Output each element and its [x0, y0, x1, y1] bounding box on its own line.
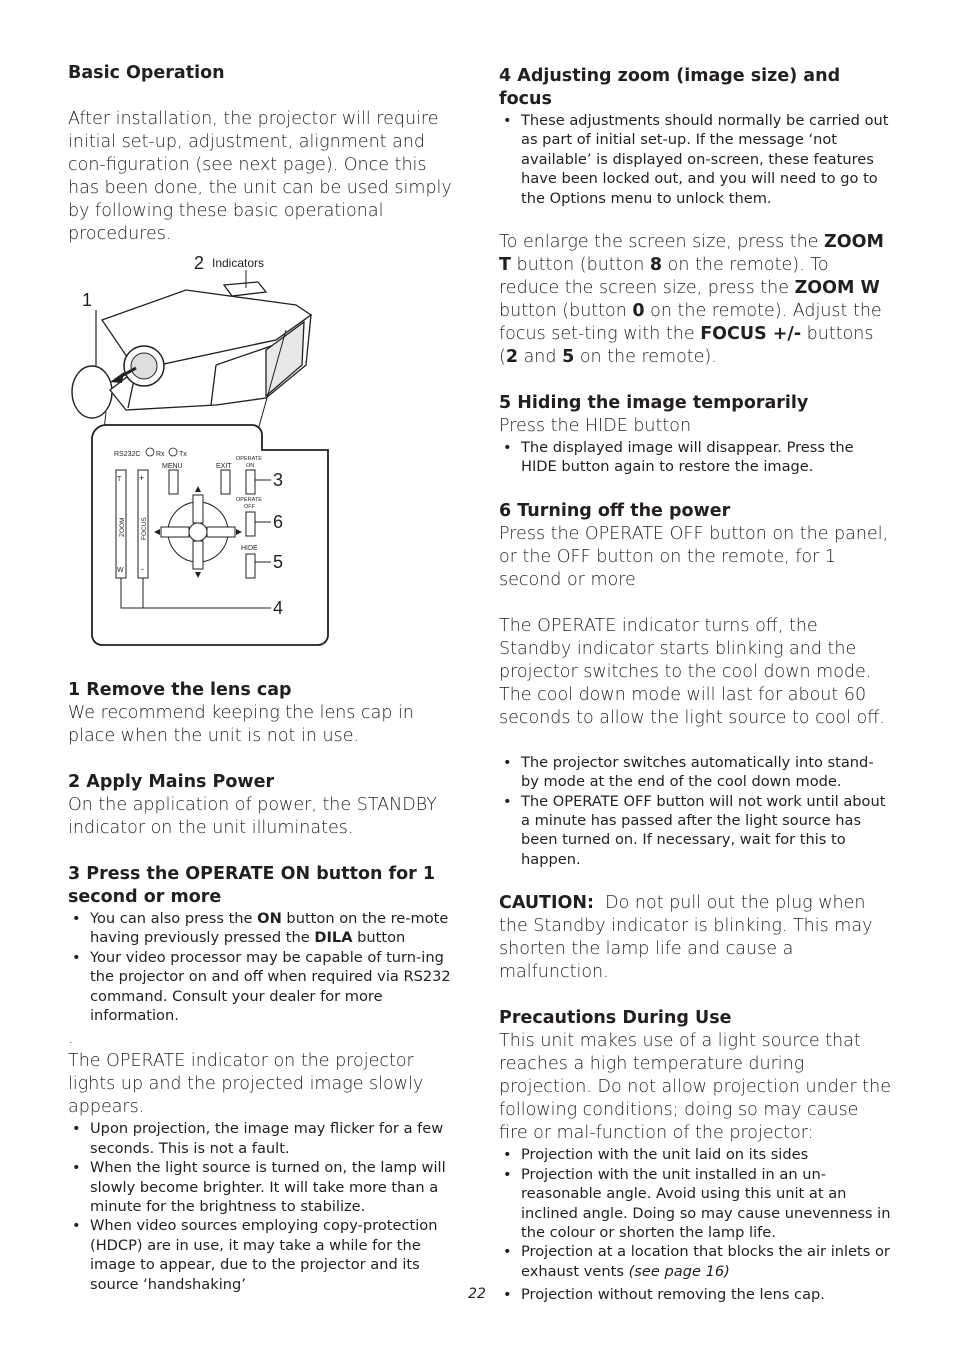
step6-heading: 6 Turning off the power — [499, 500, 731, 521]
step4-text — [499, 231, 891, 369]
zoom-w-label: W — [117, 567, 124, 574]
text-run: To enlarge the screen size, press the — [499, 232, 824, 253]
focus-plus-label: + — [139, 473, 145, 483]
button-5-keyword: 5 — [562, 347, 575, 368]
callout-4: 4 — [273, 598, 284, 618]
step5-heading: 5 Hiding the image temporarily — [499, 393, 809, 414]
left-steps — [68, 679, 458, 1294]
list-item: • Upon projection, the image may flicker for a few seconds. This is not a fault. — [68, 1119, 458, 1158]
step5-bullets — [499, 438, 891, 477]
focus-label: FOCUS — [141, 517, 148, 540]
page-reference: (see page 16) — [628, 1262, 730, 1280]
exit-label: EXIT — [216, 463, 232, 470]
operate-on-label: OPERATE — [236, 456, 262, 462]
list-item: • Projection without removing the lens cap. — [499, 1285, 891, 1304]
projector-figure — [66, 250, 336, 650]
lens-cap — [72, 366, 112, 418]
step6-text-1: Press the OPERATE OFF button on the panel, or the OFF button on the remote, for 1 second or more — [499, 523, 889, 590]
step3-heading: 3 Press the OPERATE ON button for 1 second or more — [68, 864, 436, 907]
operate-on-button[interactable] — [246, 470, 255, 494]
text-run: button (button — [510, 255, 650, 276]
list-item: • The projector switches automatically into stand-by mode at the end of the cool down mode. — [499, 753, 891, 792]
zoom-label: ZOOM — [119, 517, 126, 537]
step3-bullets — [68, 909, 458, 1025]
list-item: • The OPERATE OFF button will not work until about a minute has passed after the light source has been turned on. If necessary, wait for this to happen. — [499, 792, 891, 870]
zoom-w-keyword: ZOOM W — [794, 278, 880, 299]
text-run: and — [518, 347, 563, 368]
caution-label: CAUTION: — [499, 893, 595, 914]
dpad-left-button[interactable] — [161, 527, 189, 537]
focus-minus-label: - — [141, 564, 144, 574]
bullet-text: You can also press the — [90, 910, 258, 927]
basic-operation-heading: Basic Operation — [68, 63, 225, 83]
step6-text-2: The OPERATE indicator turns off, the Standby indicator starts blinking and the projector switches to the cool down mode. The cool down mode will last for about 60 seconds to allow the light source to cool off. — [499, 615, 885, 728]
dpad-up-button[interactable] — [193, 495, 203, 523]
precautions-heading: Precautions During Use — [499, 1008, 732, 1029]
dot-text: . — [68, 1028, 74, 1049]
hide-button[interactable] — [246, 554, 255, 578]
step1-text: We recommend keeping the lens cap in place when the unit is not in use. — [68, 703, 414, 746]
dila-keyword: DILA — [314, 929, 353, 947]
operate-off-label-2: OFF — [244, 504, 255, 510]
rx-label: Rx — [156, 451, 165, 458]
dpad-center-button[interactable] — [189, 523, 207, 541]
intro-paragraph: After installation, the projector will require initial set-up, adjustment, alignment and con-figuration (see next page). Once this has been done, the unit can be used simply by following these basic operational procedures. — [68, 109, 452, 244]
precautions-bullets — [499, 1145, 891, 1304]
callout-5: 5 — [273, 552, 284, 572]
precautions-text: This unit makes use of a light source that reaches a high temperature during projection. Do not allow projection under the following conditions; doing so may cause fire or mal-function of the projector: — [499, 1031, 892, 1144]
callout-2: 2 — [194, 253, 205, 273]
exit-button[interactable] — [221, 470, 230, 494]
rx-indicator — [146, 448, 154, 456]
projector-diagram — [66, 250, 336, 650]
step2-heading: 2 Apply Mains Power — [68, 772, 275, 792]
operate-off-label: OPERATE — [236, 497, 262, 503]
button-8-keyword: 8 — [649, 255, 663, 276]
list-item: • Your video processor may be capable of turn-ing the projector on and off when required via RS232 command. Consult your dealer for more information. — [68, 948, 458, 1026]
callout-6: 6 — [273, 512, 284, 532]
indicators-label: Indicators — [212, 256, 265, 270]
step4-heading: 4 Adjusting zoom (image size) and focus — [499, 66, 841, 109]
lens-glass — [131, 353, 157, 379]
list-item: • When video sources employing copy-protection (HDCP) are in use, it may take a while for the image to appear, due to the projector and its source ‘handshaking’ — [68, 1216, 458, 1294]
tx-indicator — [169, 448, 177, 456]
hide-label: HIDE — [241, 545, 258, 552]
list-item: • Projection with the unit laid on its sides — [499, 1145, 891, 1164]
operate-on-label-2: ON — [246, 463, 255, 469]
list-item: • Projection with the unit installed in an un-reasonable angle. Avoid using this unit at an inclined angle. Doing so may cause unevenness in the colour or shorten the lamp life. — [499, 1165, 891, 1243]
step1-heading: 1 Remove the lens cap — [68, 680, 292, 700]
arrow-head-icon — [110, 372, 124, 383]
step2-text: On the application of power, the STANDBY indicator on the unit illuminates. — [68, 795, 437, 838]
left-column — [68, 62, 458, 246]
menu-button[interactable] — [169, 470, 178, 494]
bullet-text: Projection at a location that blocks the air inlets or exhaust vents — [521, 1243, 890, 1280]
step4-bullets — [499, 111, 891, 208]
list-item: • These adjustments should normally be carried out as part of initial set-up. If the message ‘not available’ is displayed on-screen, these features have been locked out, and you will need to go to the Options menu to unlock them. — [499, 111, 891, 208]
button-0-keyword: 0 — [632, 301, 645, 322]
callout-1: 1 — [82, 290, 93, 310]
dpad-right-button[interactable] — [207, 527, 235, 537]
button-2-keyword: 2 — [505, 347, 519, 368]
list-item: • The displayed image will disappear. Press the HIDE button again to restore the image. — [499, 438, 891, 477]
step3-bullets-2 — [68, 1119, 458, 1294]
step3-text: The OPERATE indicator on the projector lights up and the projected image slowly appears. — [68, 1051, 424, 1118]
rs232c-label: RS232C — [114, 451, 141, 458]
projector-body — [102, 282, 311, 410]
right-column — [499, 65, 891, 1305]
focus-keyword: FOCUS +/- — [700, 324, 802, 345]
zoom-t-label: T — [117, 476, 122, 483]
bullet-text: button — [352, 929, 406, 947]
list-item — [499, 1242, 891, 1281]
on-keyword: ON — [257, 910, 282, 927]
text-run: button (button — [499, 301, 633, 322]
text-run: on the remote). — [574, 347, 717, 368]
callout-3: 3 — [273, 470, 284, 490]
zoom-t-keyword: ZOOM T — [499, 232, 884, 276]
list-item — [68, 909, 458, 948]
operate-off-button[interactable] — [246, 512, 255, 536]
bullet-text: button on the re-mote having previously pressed the — [90, 910, 449, 947]
tx-label: Tx — [179, 451, 187, 458]
text-run: Do not pull out the plug when the Standby indicator is blinking. This may shorten the lamp life and cause a malfunction. — [499, 893, 879, 983]
caution-text — [499, 892, 891, 984]
text-run: buttons ( — [499, 324, 874, 368]
page-number: 22 — [468, 1286, 486, 1302]
step5-text: Press the HIDE button — [499, 416, 692, 437]
text-run: on the remote). Adjust the focus set-ting with the — [499, 301, 882, 345]
list-item: • When the light source is turned on, the lamp will slowly become brighter. It will take more than a minute for the brightness to stabilize. — [68, 1158, 458, 1216]
step6-bullets — [499, 753, 891, 869]
dpad-down-button[interactable] — [193, 541, 203, 569]
text-run: on the remote). To reduce the screen size, press the — [499, 255, 829, 299]
menu-label: MENU — [162, 463, 183, 470]
